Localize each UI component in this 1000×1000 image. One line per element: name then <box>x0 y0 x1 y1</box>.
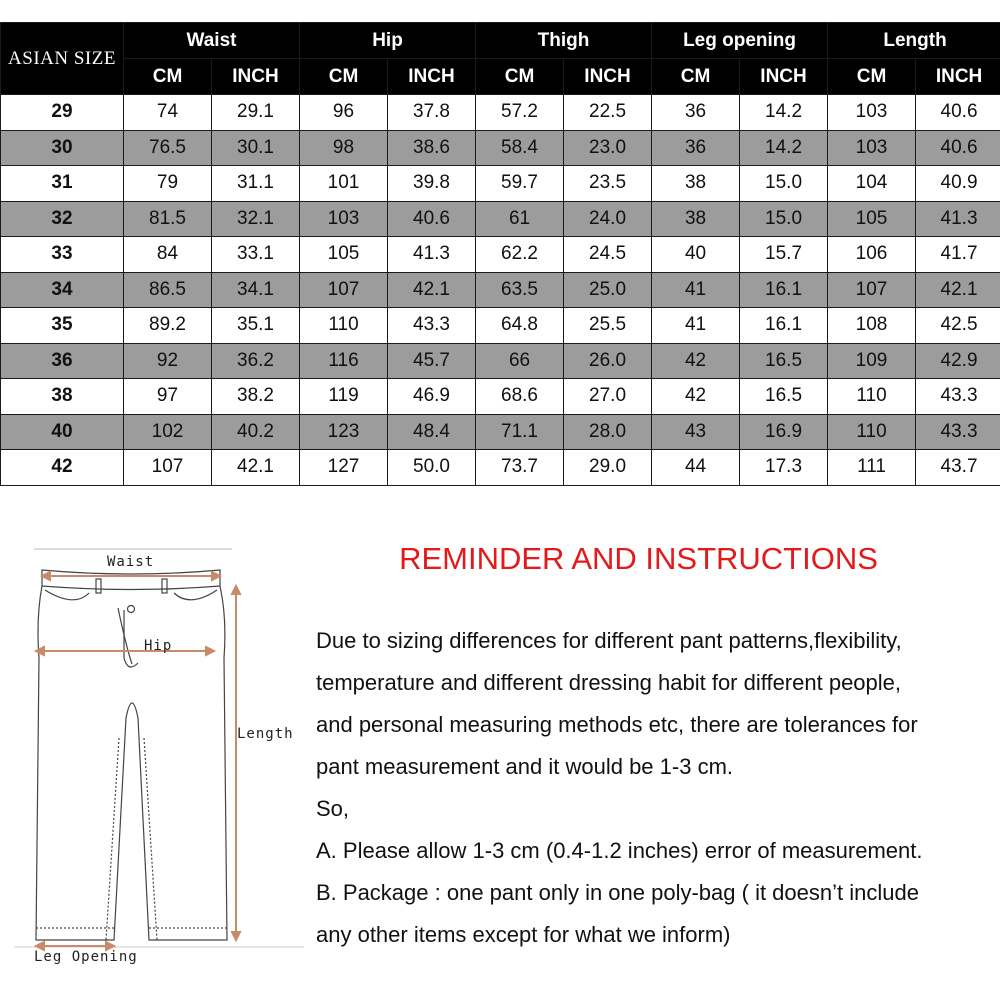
thigh-cm-cell: 57.2 <box>476 95 564 131</box>
unit-inch-header: INCH <box>740 59 828 95</box>
thigh-cm-cell: 71.1 <box>476 414 564 450</box>
leg-opening-inch-cell: 14.2 <box>740 95 828 131</box>
table-row <box>1 237 1000 273</box>
table-row <box>1 272 1000 308</box>
leg-opening-inch-cell: 15.0 <box>740 166 828 202</box>
waist-cm-cell: 107 <box>124 450 212 486</box>
unit-cm-header: CM <box>652 59 740 95</box>
leg-opening-cm-cell: 38 <box>652 166 740 202</box>
hip-cm-cell: 98 <box>300 130 388 166</box>
leg-opening-cm-cell: 41 <box>652 272 740 308</box>
length-inch-cell: 40.6 <box>916 130 1000 166</box>
thigh-cm-cell: 68.6 <box>476 379 564 415</box>
length-cm-cell: 107 <box>828 272 916 308</box>
hip-inch-cell: 48.4 <box>388 414 476 450</box>
length-inch-cell: 43.3 <box>916 414 1000 450</box>
length-inch-cell: 40.6 <box>916 95 1000 131</box>
thigh-header: Thigh <box>476 23 652 59</box>
hip-inch-cell: 40.6 <box>388 201 476 237</box>
hip-inch-cell: 37.8 <box>388 95 476 131</box>
size-cell: 31 <box>1 166 124 202</box>
hip-inch-cell: 42.1 <box>388 272 476 308</box>
instruction-line: Due to sizing differences for different pant patterns,flexibility, <box>316 628 902 653</box>
size-cell: 35 <box>1 308 124 344</box>
thigh-inch-cell: 29.0 <box>564 450 652 486</box>
waist-cm-cell: 86.5 <box>124 272 212 308</box>
hip-cm-cell: 101 <box>300 166 388 202</box>
length-cm-cell: 103 <box>828 95 916 131</box>
unit-inch-header: INCH <box>388 59 476 95</box>
hip-cm-cell: 119 <box>300 379 388 415</box>
waist-inch-cell: 32.1 <box>212 201 300 237</box>
size-cell: 29 <box>1 95 124 131</box>
table-row <box>1 201 1000 237</box>
size-cell: 42 <box>1 450 124 486</box>
hip-inch-cell: 50.0 <box>388 450 476 486</box>
thigh-inch-cell: 26.0 <box>564 343 652 379</box>
leg-opening-inch-cell: 16.1 <box>740 272 828 308</box>
length-cm-cell: 106 <box>828 237 916 273</box>
thigh-cm-cell: 61 <box>476 201 564 237</box>
waist-inch-cell: 40.2 <box>212 414 300 450</box>
thigh-inch-cell: 22.5 <box>564 95 652 131</box>
thigh-cm-cell: 59.7 <box>476 166 564 202</box>
length-inch-cell: 43.7 <box>916 450 1000 486</box>
thigh-inch-cell: 23.0 <box>564 130 652 166</box>
hip-cm-cell: 110 <box>300 308 388 344</box>
length-cm-cell: 105 <box>828 201 916 237</box>
length-cm-cell: 110 <box>828 414 916 450</box>
unit-cm-header: CM <box>300 59 388 95</box>
length-inch-cell: 42.5 <box>916 308 1000 344</box>
waist-inch-cell: 42.1 <box>212 450 300 486</box>
thigh-cm-cell: 66 <box>476 343 564 379</box>
unit-cm-header: CM <box>124 59 212 95</box>
thigh-inch-cell: 28.0 <box>564 414 652 450</box>
length-cm-cell: 108 <box>828 308 916 344</box>
thigh-cm-cell: 64.8 <box>476 308 564 344</box>
hip-cm-cell: 96 <box>300 95 388 131</box>
hip-inch-cell: 39.8 <box>388 166 476 202</box>
length-cm-cell: 103 <box>828 130 916 166</box>
leg-opening-header: Leg opening <box>652 23 828 59</box>
length-inch-cell: 41.3 <box>916 201 1000 237</box>
table-row <box>1 379 1000 415</box>
hip-cm-cell: 103 <box>300 201 388 237</box>
waist-inch-cell: 30.1 <box>212 130 300 166</box>
waist-cm-cell: 76.5 <box>124 130 212 166</box>
thigh-inch-cell: 24.0 <box>564 201 652 237</box>
leg-opening-inch-cell: 14.2 <box>740 130 828 166</box>
group-header-row <box>1 23 1000 59</box>
waist-cm-cell: 97 <box>124 379 212 415</box>
pants-outline <box>36 570 227 940</box>
instructions-text <box>316 620 1000 956</box>
waist-inch-cell: 35.1 <box>212 308 300 344</box>
waist-header: Waist <box>124 23 300 59</box>
length-cm-cell: 111 <box>828 450 916 486</box>
unit-cm-header: CM <box>828 59 916 95</box>
hip-inch-cell: 43.3 <box>388 308 476 344</box>
leg-opening-inch-cell: 17.3 <box>740 450 828 486</box>
length-cm-cell: 110 <box>828 379 916 415</box>
length-cm-cell: 109 <box>828 343 916 379</box>
waist-cm-cell: 92 <box>124 343 212 379</box>
instruction-line: A. Please allow 1-3 cm (0.4-1.2 inches) error of measurement. <box>316 838 923 863</box>
table-row <box>1 414 1000 450</box>
waist-cm-cell: 102 <box>124 414 212 450</box>
table-row <box>1 130 1000 166</box>
thigh-inch-cell: 27.0 <box>564 379 652 415</box>
leg-opening-inch-cell: 15.0 <box>740 201 828 237</box>
leg-opening-cm-cell: 40 <box>652 237 740 273</box>
size-cell: 34 <box>1 272 124 308</box>
waist-cm-cell: 74 <box>124 95 212 131</box>
leg-opening-inch-cell: 15.7 <box>740 237 828 273</box>
thigh-cm-cell: 73.7 <box>476 450 564 486</box>
waist-cm-cell: 84 <box>124 237 212 273</box>
table-row <box>1 308 1000 344</box>
size-chart-table <box>0 22 1000 486</box>
thigh-cm-cell: 63.5 <box>476 272 564 308</box>
waist-cm-cell: 81.5 <box>124 201 212 237</box>
length-label: Length <box>237 726 294 742</box>
waist-inch-cell: 34.1 <box>212 272 300 308</box>
hip-cm-cell: 127 <box>300 450 388 486</box>
unit-header-row <box>1 59 1000 95</box>
size-cell: 36 <box>1 343 124 379</box>
waist-label: Waist <box>107 554 155 570</box>
unit-inch-header: INCH <box>916 59 1000 95</box>
instruction-line: B. Package : one pant only in one poly-bag ( it doesn’t include <box>316 880 919 905</box>
length-cm-cell: 104 <box>828 166 916 202</box>
hip-inch-cell: 38.6 <box>388 130 476 166</box>
waist-cm-cell: 89.2 <box>124 308 212 344</box>
size-cell: 40 <box>1 414 124 450</box>
instruction-line: pant measurement and it would be 1-3 cm. <box>316 754 734 779</box>
length-inch-cell: 42.1 <box>916 272 1000 308</box>
leg-opening-inch-cell: 16.9 <box>740 414 828 450</box>
measurement-arrows <box>36 572 240 950</box>
table-row <box>1 95 1000 131</box>
table-row <box>1 166 1000 202</box>
leg-opening-cm-cell: 38 <box>652 201 740 237</box>
unit-inch-header: INCH <box>212 59 300 95</box>
leg-opening-cm-cell: 41 <box>652 308 740 344</box>
leg-opening-cm-cell: 42 <box>652 343 740 379</box>
leg-opening-cm-cell: 36 <box>652 95 740 131</box>
table-row <box>1 450 1000 486</box>
waist-inch-cell: 29.1 <box>212 95 300 131</box>
length-inch-cell: 42.9 <box>916 343 1000 379</box>
pants-drawing <box>14 548 304 973</box>
size-cell: 33 <box>1 237 124 273</box>
instruction-line: any other items except for what we inform) <box>316 922 731 947</box>
instruction-line: temperature and different dressing habit for different people, <box>316 670 902 695</box>
size-cell: 30 <box>1 130 124 166</box>
thigh-inch-cell: 25.5 <box>564 308 652 344</box>
thigh-cm-cell: 62.2 <box>476 237 564 273</box>
leg-opening-inch-cell: 16.5 <box>740 343 828 379</box>
thigh-inch-cell: 24.5 <box>564 237 652 273</box>
hip-inch-cell: 46.9 <box>388 379 476 415</box>
hip-cm-cell: 116 <box>300 343 388 379</box>
hip-label: Hip <box>144 638 173 654</box>
unit-cm-header: CM <box>476 59 564 95</box>
waist-inch-cell: 36.2 <box>212 343 300 379</box>
leg-opening-cm-cell: 42 <box>652 379 740 415</box>
reminder-title: REMINDER AND INSTRUCTIONS <box>399 541 878 576</box>
hip-cm-cell: 107 <box>300 272 388 308</box>
length-inch-cell: 43.3 <box>916 379 1000 415</box>
thigh-inch-cell: 23.5 <box>564 166 652 202</box>
size-cell: 32 <box>1 201 124 237</box>
hip-cm-cell: 105 <box>300 237 388 273</box>
hip-inch-cell: 41.3 <box>388 237 476 273</box>
waist-inch-cell: 33.1 <box>212 237 300 273</box>
size-cell: 38 <box>1 379 124 415</box>
thigh-cm-cell: 58.4 <box>476 130 564 166</box>
table-row <box>1 343 1000 379</box>
thigh-inch-cell: 25.0 <box>564 272 652 308</box>
leg-opening-inch-cell: 16.1 <box>740 308 828 344</box>
waist-cm-cell: 79 <box>124 166 212 202</box>
length-header: Length <box>828 23 1000 59</box>
waist-inch-cell: 31.1 <box>212 166 300 202</box>
unit-inch-header: INCH <box>564 59 652 95</box>
pants-measurement-illustration <box>14 548 304 973</box>
asian-size-header: ASIAN SIZE <box>1 23 124 95</box>
hip-inch-cell: 45.7 <box>388 343 476 379</box>
instruction-line: and personal measuring methods etc, there are tolerances for <box>316 712 918 737</box>
leg-opening-label: Leg Opening <box>34 949 138 965</box>
leg-opening-cm-cell: 36 <box>652 130 740 166</box>
leg-opening-inch-cell: 16.5 <box>740 379 828 415</box>
leg-opening-cm-cell: 44 <box>652 450 740 486</box>
leg-opening-cm-cell: 43 <box>652 414 740 450</box>
instruction-line: So, <box>316 796 350 821</box>
waist-inch-cell: 38.2 <box>212 379 300 415</box>
size-table-body <box>1 95 1000 486</box>
hip-header: Hip <box>300 23 476 59</box>
hip-cm-cell: 123 <box>300 414 388 450</box>
length-inch-cell: 40.9 <box>916 166 1000 202</box>
length-inch-cell: 41.7 <box>916 237 1000 273</box>
